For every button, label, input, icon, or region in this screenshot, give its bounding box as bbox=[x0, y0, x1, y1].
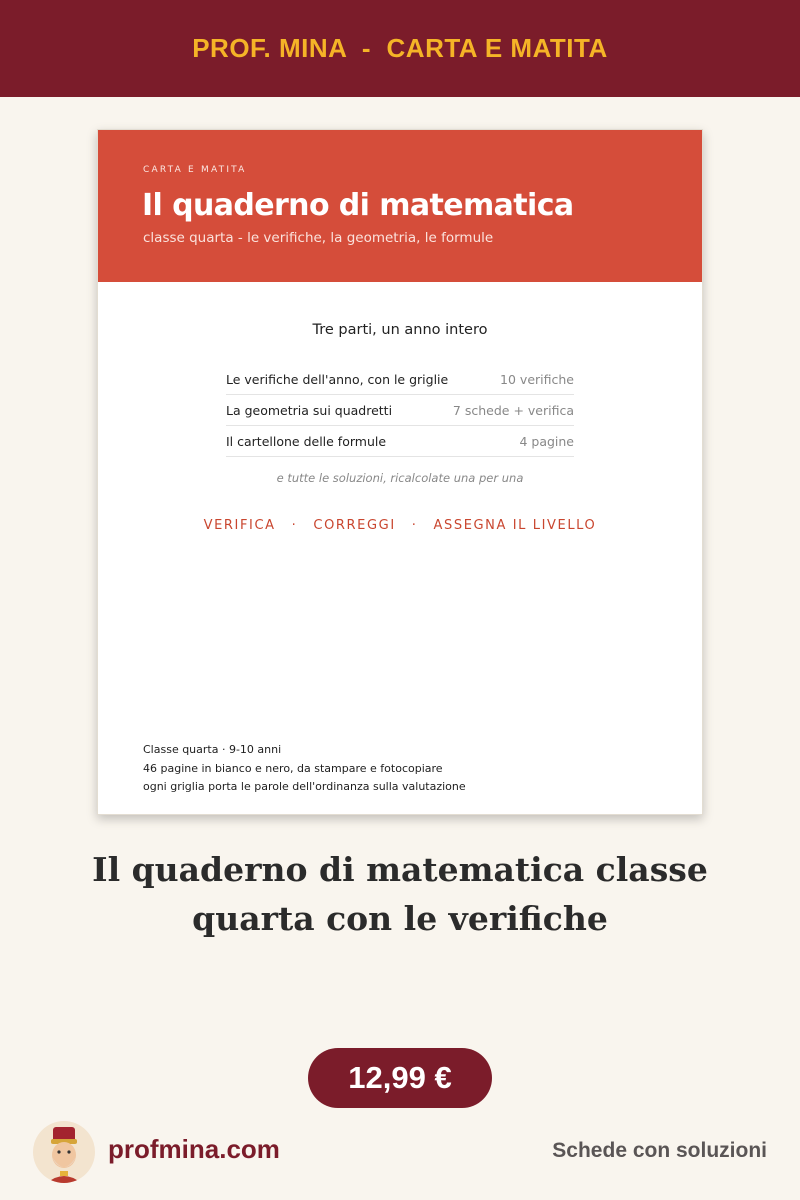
cover-subtitle: classe quarta - le verifiche, la geometria, le formule bbox=[143, 230, 494, 246]
contents-item-count: 10 verifiche bbox=[500, 371, 574, 387]
cover-title: Il quaderno di matematica bbox=[142, 188, 574, 223]
contents-item bbox=[226, 395, 574, 426]
contents-item bbox=[226, 364, 574, 395]
cover-kicker: CARTA E MATITA bbox=[143, 165, 247, 175]
cover-footer bbox=[143, 741, 466, 797]
cover-footer-grade: Classe quarta · 9-10 anni bbox=[143, 743, 282, 756]
cover-section-heading: Tre parti, un anno intero bbox=[312, 322, 488, 338]
action-assegna-livello: ASSEGNA IL LIVELLO bbox=[433, 518, 597, 533]
cover-footer-grid-note: ogni griglia porta le parole dell'ordinanza sulla valutazione bbox=[143, 780, 466, 793]
contents-item-count: 4 pagine bbox=[519, 433, 574, 449]
action-correggi: CORREGGI bbox=[313, 518, 396, 533]
contents-list bbox=[226, 364, 574, 457]
contents-item-label: La geometria sui quadretti bbox=[226, 402, 393, 418]
price-label: 12,99 € bbox=[348, 1060, 452, 1095]
site-link[interactable]: profmina.com bbox=[108, 1134, 280, 1164]
banner-title: PROF. MINA - CARTA E MATITA bbox=[192, 33, 608, 63]
product-title: Il quaderno di matematica classe quarta con le verifiche bbox=[92, 850, 708, 938]
product-cover-image[interactable] bbox=[97, 129, 703, 815]
cover-header bbox=[98, 130, 702, 282]
action-verifica: VERIFICA bbox=[203, 518, 276, 533]
cover-actions bbox=[98, 518, 702, 533]
price-button[interactable] bbox=[308, 1048, 492, 1108]
contents-item-count: 7 schede + verifica bbox=[452, 402, 574, 418]
contents-item-label: Le verifiche dell'anno, con le griglie bbox=[226, 371, 449, 387]
footer-tagline: Schede con soluzioni bbox=[552, 1139, 767, 1162]
contents-item-label: Il cartellone delle formule bbox=[226, 433, 387, 449]
top-banner bbox=[0, 0, 800, 97]
professor-avatar-icon bbox=[33, 1121, 95, 1183]
contents-item bbox=[226, 426, 574, 457]
solutions-note: e tutte le soluzioni, ricalcolate una per una bbox=[276, 471, 524, 485]
action-separator: · bbox=[411, 518, 418, 533]
cover-footer-pages: 46 pagine in bianco e nero, da stampare e fotocopiare bbox=[143, 761, 443, 775]
action-separator: · bbox=[291, 518, 298, 533]
